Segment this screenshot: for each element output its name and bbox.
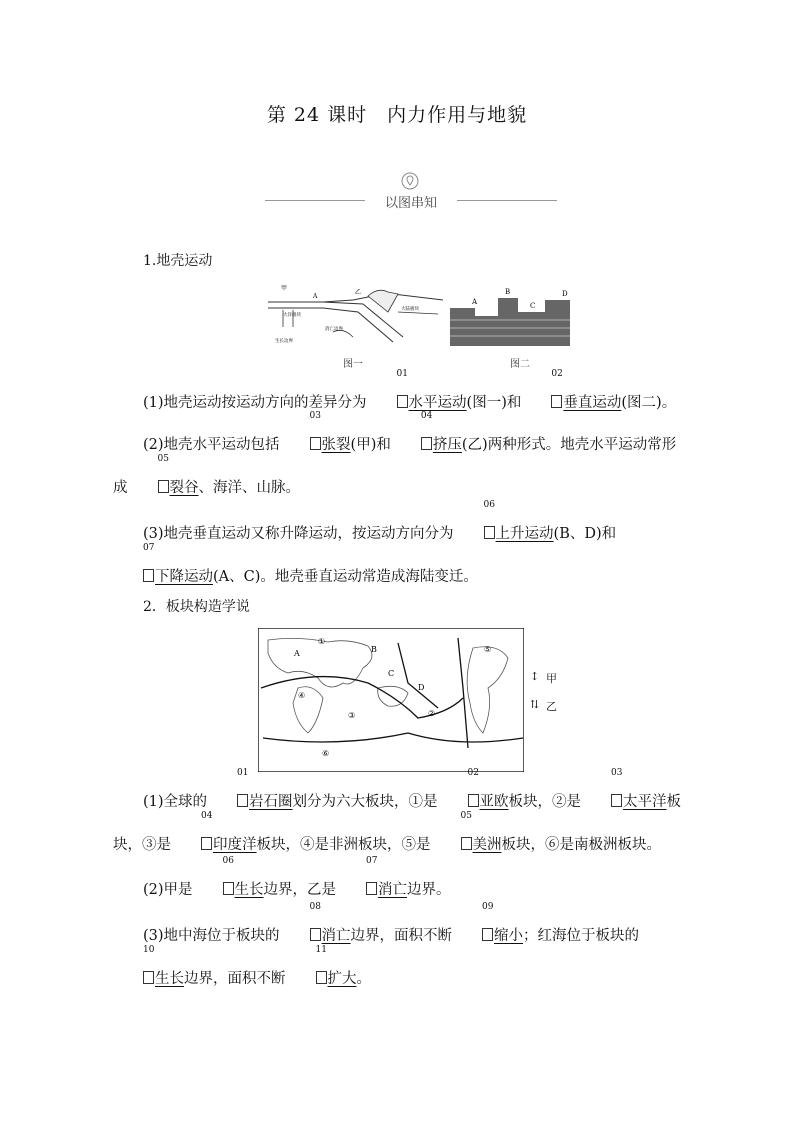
- fig1-label-continental: 大陆板块: [401, 307, 419, 312]
- answer-blank: 07 消亡: [366, 856, 408, 898]
- page-title: 第 24 课时 内力作用与地貌: [266, 104, 528, 126]
- paragraph-plates-1: (1)全球的 01 岩石圈划分为六大板块，①是 02 亚欧板块，②是 03 太平洋板块，③是 04 印度洋板块，④是非洲板块，⑤是 05 美洲板块，⑥是南极洲板块。: [113, 781, 683, 867]
- paragraph-plates-2: (2)甲是 06 生长边界，乙是 07 消亡边界。: [113, 869, 683, 912]
- figure-1-plate-diagram: [263, 282, 443, 352]
- map-label-d: D: [418, 683, 425, 692]
- map-label-5: ⑤: [484, 645, 492, 654]
- divider-label: 以图串知: [384, 196, 437, 211]
- map-label-1: ①: [318, 637, 326, 646]
- fig1-label-yi: 乙: [355, 289, 362, 296]
- answer-blank: 03 张裂: [309, 411, 351, 453]
- section-heading-plates: 2．板块构造学说: [143, 599, 250, 615]
- answer-blank: 07 下降运动: [143, 543, 213, 585]
- answer-blank: 02 亚欧: [467, 768, 509, 810]
- legend-label-yi: 乙: [546, 700, 557, 713]
- answer-blank: 04 印度洋: [201, 811, 257, 853]
- answer-blank: 02 垂直运动: [551, 369, 622, 411]
- answer-blank: 10 生长: [143, 945, 184, 987]
- answer-blank: 01 岩石圈: [237, 768, 293, 810]
- fig1-label-growth: 生长边界: [275, 339, 293, 344]
- legend-arrows-together: ⇅: [530, 698, 540, 711]
- fig1-label-ocean-plate: 大洋板块: [283, 313, 301, 318]
- map-label-6: ⑥: [322, 749, 330, 758]
- fig1-label-jia: 甲: [281, 285, 288, 292]
- fig1-label-a: A: [313, 293, 318, 300]
- answer-blank: 05 裂谷: [157, 454, 199, 496]
- map-legend: [530, 664, 560, 714]
- map-label-b: B: [371, 645, 377, 654]
- fig2-label-b: B: [505, 288, 511, 296]
- answer-blank: 01 水平运动: [396, 369, 467, 411]
- legend-label-jia: 甲: [546, 672, 557, 685]
- paragraph-crust-2: (2)地壳水平运动包括 03 张裂(甲)和 04 挤压(乙)两种形式。地壳水平运动常形成 05 裂谷、海洋、山脉。: [113, 424, 683, 510]
- map-label-4: ④: [298, 691, 306, 700]
- answer-blank: 06 上升运动: [483, 500, 554, 542]
- world-plates-map: [258, 628, 524, 772]
- legend-arrows-apart: ↕: [530, 670, 540, 683]
- answer-blank: 04 挤压: [420, 411, 462, 453]
- fig2-label-d: D: [562, 290, 568, 298]
- fig2-label-c: C: [530, 302, 536, 310]
- figure-2-caption: 图二: [510, 359, 530, 370]
- map-label-3: ③: [348, 711, 356, 720]
- figure-2-block-diagram: [450, 286, 570, 346]
- section-heading-crust: 1.地壳运动: [143, 253, 213, 269]
- answer-blank: 03 太平洋: [611, 768, 667, 810]
- paragraph-crust-1: (1)地壳运动按运动方向的差异分为 01 水平运动(图一)和 02 垂直运动(图二)。: [113, 382, 683, 425]
- answer-blank: 05 美洲: [460, 811, 502, 853]
- map-label-2: ②: [428, 709, 436, 718]
- section-divider: [265, 172, 557, 212]
- figure-1-caption: 图一: [343, 359, 363, 370]
- answer-blank: 06 生长: [222, 856, 264, 898]
- map-label-c: C: [388, 669, 395, 678]
- paragraph-crust-3: (3)地壳垂直运动又称升降运动，按运动方向分为 06 上升运动(B、D)和 07 下降运动(A、C)。地壳垂直运动常造成海陆变迁。: [113, 513, 683, 599]
- answer-blank: 08 消亡: [309, 902, 351, 944]
- paragraph-plates-3: (3)地中海位于板块的 08 消亡边界，面积不断 09 缩小；红海位于板块的 10 生长边界，面积不断 11 扩大。: [113, 915, 683, 1001]
- answer-blank: 11 扩大: [315, 945, 357, 987]
- fig1-label-subduction: 消亡边界: [325, 327, 343, 332]
- map-label-a: A: [294, 649, 300, 658]
- fig2-label-a: A: [472, 298, 478, 306]
- location-pin-icon: [401, 172, 419, 190]
- answer-blank: 09 缩小: [482, 902, 524, 944]
- divider-line-right: [457, 200, 557, 201]
